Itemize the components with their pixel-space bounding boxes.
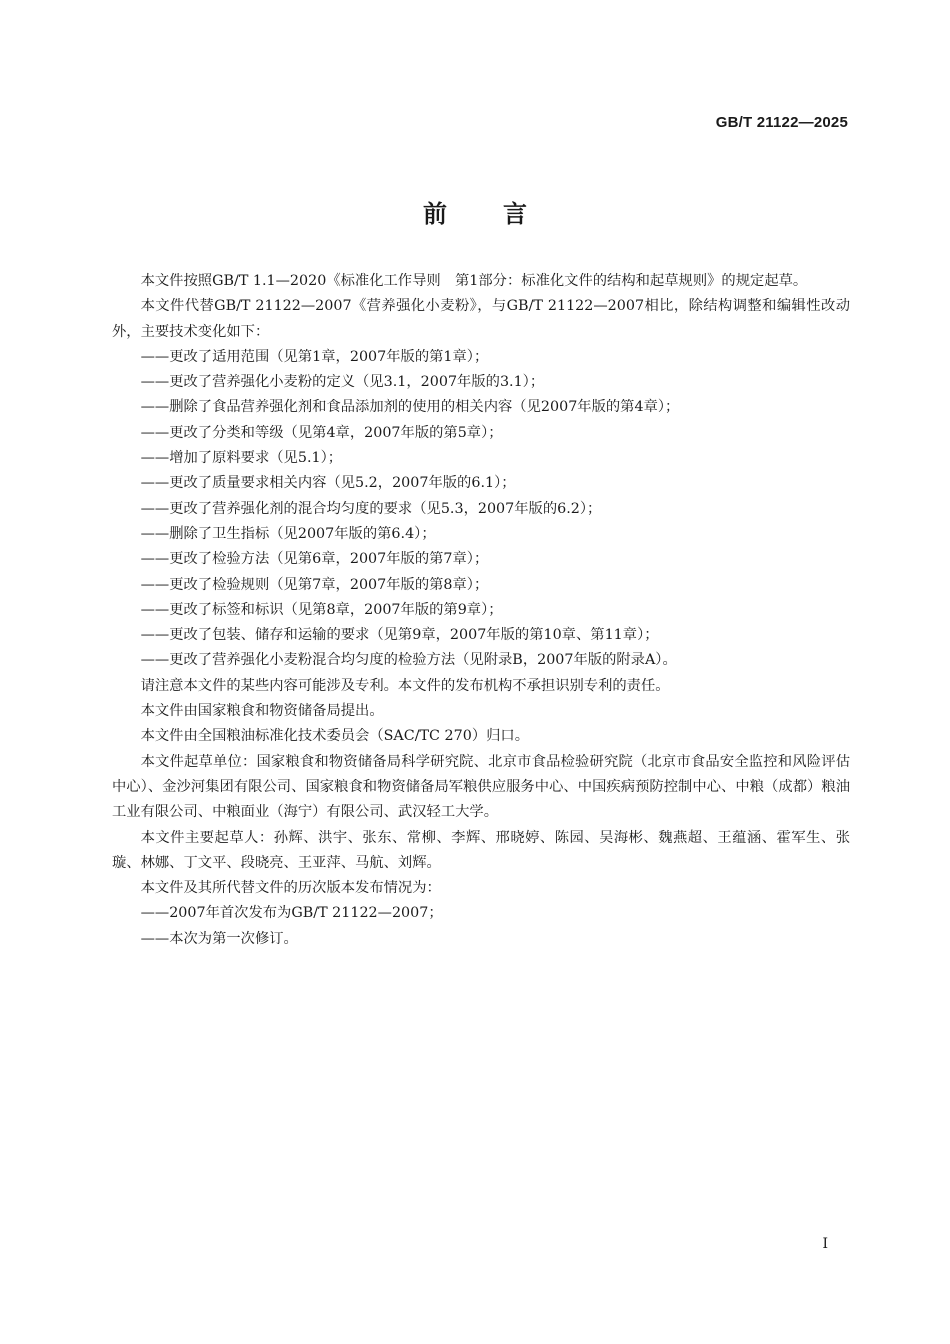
standard-code: GB/T 21122—2025 bbox=[715, 114, 848, 131]
page-number: I bbox=[822, 1236, 828, 1252]
paragraph-proposed-by: 本文件由国家粮食和物资储备局提出。 bbox=[140, 703, 384, 720]
page-title: 前言 bbox=[423, 200, 583, 228]
paragraph-drafting-units: 本文件起草单位：国家粮食和物资储备局科学研究院、北京市食品检验研究院（北京市食品安全监控和风险评估中心）、金沙河集团有限公司、国家粮食和物资储备局军粮供应服务中心、中国疾病预防控制中心、中粮（成都）粮油工业有限公司、中粮面业（海宁）有限公司、武汉轻工大学。 bbox=[112, 753, 850, 821]
list-item: ——更改了检验规则（见第7章，2007年版的第8章）； bbox=[140, 576, 489, 593]
list-item: ——更改了包装、储存和运输的要求（见第9章，2007年版的第10章、第11章）； bbox=[140, 627, 659, 644]
list-item: ——更改了分类和等级（见第4章，2007年版的第5章）； bbox=[140, 424, 503, 441]
paragraph-version-history: 本文件及其所代替文件的历次版本发布情况为： bbox=[140, 880, 441, 897]
paragraph-drafters: 本文件主要起草人：孙辉、洪宇、张东、常柳、李辉、邢晓婷、陈园、吴海彬、魏燕超、王蕴涵、霍军生、张璇、林娜、丁文平、段晓亮、王亚萍、马航、刘辉。 bbox=[112, 829, 850, 871]
paragraph-drafting-rules: 本文件按照GB/T 1.1—2020《标准化工作导则 第1部分：标准化文件的结构和起草规则》的规定起草。 bbox=[140, 273, 808, 289]
list-item: ——本次为第一次修订。 bbox=[140, 930, 298, 947]
list-item: ——更改了营养强化剂的混合均匀度的要求（见5.3，2007年版的6.2）； bbox=[140, 500, 602, 517]
list-item: ——更改了营养强化小麦粉的定义（见3.1，2007年版的3.1）； bbox=[140, 374, 545, 391]
list-item: ——删除了食品营养强化剂和食品添加剂的使用的相关内容（见2007年版的第4章）； bbox=[140, 399, 680, 416]
version-history-list bbox=[112, 901, 850, 952]
list-item: ——更改了质量要求相关内容（见5.2，2007年版的6.1）； bbox=[140, 475, 516, 492]
paragraph-replacement: 本文件代替GB/T 21122—2007《营养强化小麦粉》，与GB/T 21122—2007相比，除结构调整和编辑性改动外，主要技术变化如下： bbox=[112, 298, 850, 340]
foreword-content bbox=[112, 269, 850, 952]
technical-changes-list bbox=[112, 345, 850, 674]
list-item: ——更改了营养强化小麦粉混合均匀度的检验方法（见附录B，2007年版的附录A）。 bbox=[140, 652, 677, 669]
paragraph-managed-by: 本文件由全国粮油标准化技术委员会（SAC/TC 270）归口。 bbox=[140, 728, 530, 745]
list-item: ——2007年首次发布为GB/T 21122—2007； bbox=[140, 905, 443, 922]
paragraph-patent-notice: 请注意本文件的某些内容可能涉及专利。本文件的发布机构不承担识别专利的责任。 bbox=[140, 677, 670, 694]
list-item: ——更改了检验方法（见第6章，2007年版的第7章）； bbox=[140, 551, 489, 568]
list-item: ——更改了适用范围（见第1章，2007年版的第1章）； bbox=[140, 348, 489, 365]
list-item: ——删除了卫生指标（见2007年版的第6.4）； bbox=[140, 525, 436, 542]
list-item: ——增加了原料要求（见5.1）； bbox=[140, 450, 343, 467]
list-item: ——更改了标签和标识（见第8章，2007年版的第9章）； bbox=[140, 601, 503, 618]
